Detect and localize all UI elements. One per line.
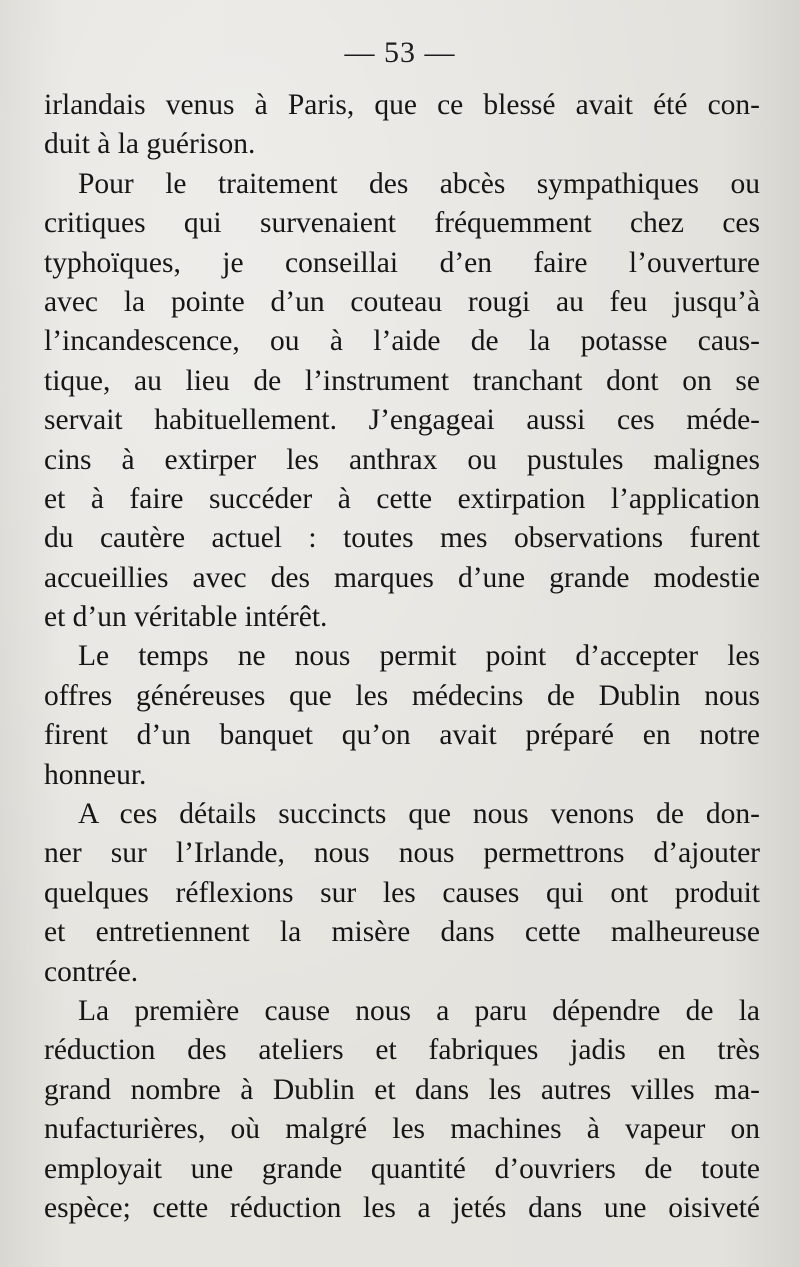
text-line: cins à extirper les anthrax ou pustules malignes xyxy=(44,443,760,476)
paragraph-start-line: La première cause nous a paru dépendre de la xyxy=(78,994,760,1027)
text-line: du cautère actuel : toutes mes observations furent xyxy=(44,522,760,555)
text-line: duit à la guérison. xyxy=(44,128,256,161)
text-line: firent d’un banquet qu’on avait préparé en notre xyxy=(44,719,760,752)
text-line: et à faire succéder à cette extirpation l’application xyxy=(44,482,760,515)
paragraph-start-line: Pour le traitement des abcès sympathiques ou xyxy=(78,167,760,200)
text-line: et entretiennent la misère dans cette malheureuse xyxy=(44,916,760,949)
text-line: ner sur l’Irlande, nous nous permettrons d’ajouter xyxy=(44,837,760,870)
text-line: honneur. xyxy=(44,758,147,791)
text-line: typhoïques, je conseillai d’en faire l’ouverture xyxy=(44,246,760,279)
text-line: accueillies avec des marques d’une grande modestie xyxy=(44,561,760,594)
page-number: — 53 — xyxy=(344,36,456,69)
paragraph-start-line: Le temps ne nous permit point d’accepter les xyxy=(78,640,760,673)
text-line: avec la pointe d’un couteau rougi au feu jusqu’à xyxy=(44,285,760,318)
text-line: espèce; cette réduction les a jetés dans une oisiveté xyxy=(44,1191,760,1224)
text-line: irlandais venus à Paris, que ce blessé avait été con- xyxy=(44,89,760,121)
text-line: réduction des ateliers et fabriques jadis en très xyxy=(44,1034,760,1067)
text-line: et d’un véritable intérêt. xyxy=(44,601,328,634)
text-line: grand nombre à Dublin et dans les autres villes ma- xyxy=(44,1073,760,1106)
paragraph-start-line: A ces détails succincts que nous venons de don- xyxy=(78,798,760,831)
text-line: quelques réflexions sur les causes qui ont produit xyxy=(44,876,760,909)
text-line: l’incandescence, ou à l’aide de la potasse caus- xyxy=(44,325,760,358)
text-line: servait habituellement. J’engageai aussi ces méde- xyxy=(44,404,760,437)
text-line: employait une grande quantité d’ouvriers de toute xyxy=(44,1152,760,1185)
text-line: contrée. xyxy=(44,955,139,988)
text-line: offres généreuses que les médecins de Dublin nous xyxy=(44,679,760,712)
text-line: tique, au lieu de l’instrument tranchant dont on se xyxy=(44,364,760,397)
text-line: nufacturières, où malgré les machines à vapeur on xyxy=(44,1113,760,1146)
text-line: critiques qui survenaient fréquemment chez ces xyxy=(44,207,760,240)
body-text xyxy=(44,86,760,1228)
